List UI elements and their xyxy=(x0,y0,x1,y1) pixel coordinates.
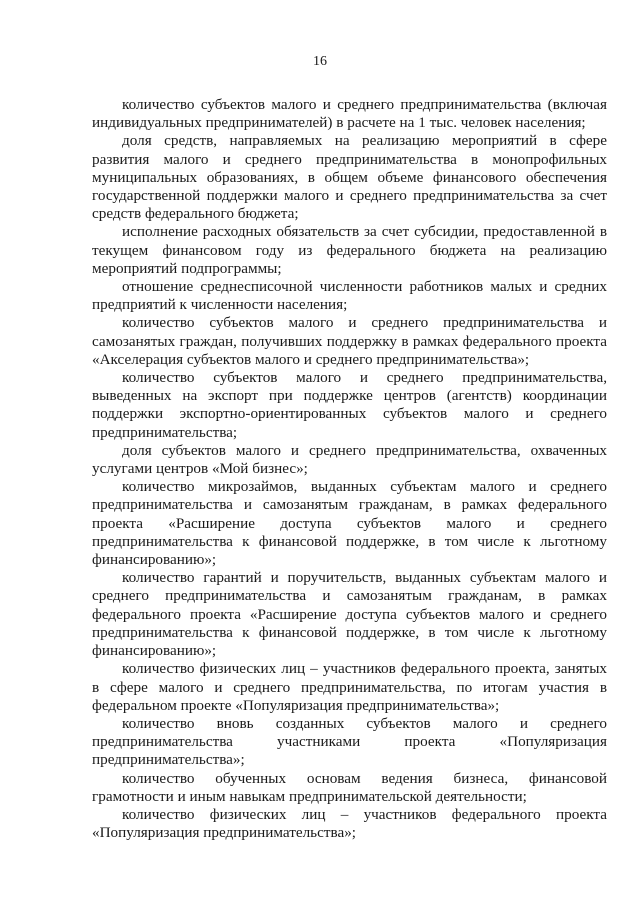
page-number: 16 xyxy=(313,54,327,69)
paragraph: количество субъектов малого и среднего предпринимательства, выведенных на экспорт при поддержке центров (агентств) координации поддержки экспортно-ориентированных субъектов малого и среднего предпринимательства; xyxy=(92,369,607,441)
paragraph: количество субъектов малого и среднего предпринимательства и самозанятых граждан, получивших поддержку в рамках федерального проекта «Акселерация субъектов малого и среднего предпринимательства»; xyxy=(92,314,607,368)
paragraph: доля субъектов малого и среднего предпринимательства, охваченных услугами центров «Мой бизнес»; xyxy=(92,441,607,478)
paragraph: количество микрозаймов, выданных субъектам малого и среднего предпринимательства и самозанятым гражданам, в рамках федерального проекта «Расширение доступа субъектов малого и среднего предпринимательства к финансовой поддержке, в том числе к льготному финансированию»; xyxy=(92,478,607,569)
paragraph: отношение среднесписочной численности работников малых и средних предприятий к численности населения; xyxy=(92,278,607,314)
paragraph: доля средств, направляемых на реализацию мероприятий в сфере развития малого и среднего предпринимательства в монопрофильных муниципальных образованиях, в общем объеме финансового обеспечения государственной поддержки малого и среднего предпринимательства за счет средств федерального бюджета; xyxy=(92,132,607,223)
paragraph: количество физических лиц – участников федерального проекта, занятых в сфере малого и среднего предпринимательства, по итогам участия в федеральном проекте «Популяризация предпринимательства»; xyxy=(92,660,607,714)
paragraph: количество гарантий и поручительств, выданных субъектам малого и среднего предпринимательства и самозанятым гражданам, в рамках федерального проекта «Расширение доступа субъектов малого и среднего предпринимательства к финансовой поддержке, в том числе к льготному финансированию»; xyxy=(92,569,607,660)
paragraph: исполнение расходных обязательств за счет субсидии, предоставленной в текущем финансовом году из федерального бюджета на реализацию мероприятий подпрограммы; xyxy=(92,223,607,277)
paragraph: количество вновь созданных субъектов малого и среднего предпринимательства участниками проекта «Популяризация предпринимательства»; xyxy=(92,714,607,769)
paragraph: количество обученных основам ведения бизнеса, финансовой грамотности и иным навыкам предпринимательской деятельности; xyxy=(92,769,607,805)
paragraph: количество физических лиц – участников федерального проекта «Популяризация предпринимательства»; xyxy=(92,805,607,842)
document-body xyxy=(92,96,607,842)
paragraph: количество субъектов малого и среднего предпринимательства (включая индивидуальных предпринимателей) в расчете на 1 тыс. человек населения; xyxy=(92,96,607,132)
